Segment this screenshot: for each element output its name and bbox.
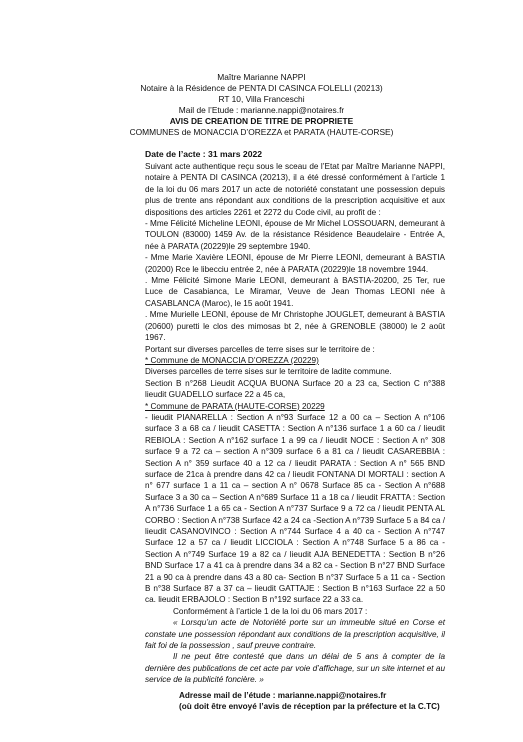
notary-mail: Mail de l’Etude : marianne.nappi@notaires.fr [178,105,345,115]
commune-monaccia: * Commune de MONACCIA D’OREZZA (20229) [145,355,319,365]
legal-reference: Conformément à l’article 1 de la loi du 06 mars 2017 : [173,606,368,616]
document-title: AVIS DE CREATION DE TITRE DE PROPRIETE [169,116,354,126]
beneficiary-4: . Mme Murielle LEONI, épouse de Mr Christophe JOUGLET, demeurant à BASTIA (20600) puretti le clos des mimosas bt 2, née à GRENOBLE (38000) le 2 août 1967. [145,310,445,343]
intro-paragraph: Suivant acte authentique reçu sous le sceau de l’Etat par Maître Marianne NAPPI, notaire à PENTA DI CASINCA (20213), il a été dressé conformément à l’article 1 de la loi du 06 mars 2017 un acte de notoriété constatant une possession depuis plus de trente ans répondant aux conditions de la prescription acquisitive et aux dispositions des articles 2261 et 2272 du Code civil, au profit de : [145,162,445,217]
act-date: Date de l’acte : 31 mars 2022 [145,149,263,159]
legal-quote-2: Il ne peut être contesté que dans un délai de 5 ans à compter de la dernière des publications de cet acte par voie d’affichage, sur un site internet et au service de la publicité foncière. » [145,652,445,685]
beneficiary-2: - Mme Marie Xavière LEONI, épouse de Mr Pierre LEONI, demeurant à BASTIA (20200) Rce le libecciu entrée 2, née à PARATA (20229)le 18 novembre 1944. [145,253,445,274]
notary-residence: Notaire à la Résidence de PENTA DI CASINCA FOLELLI (20213) [140,83,383,93]
beneficiary-3: . Mme Félicité Simone Marie LEONI, demeurant à BASTIA-20200, 25 Ter, rue Luce de Casabianca, Le Miramar, Veuve de Jean Thomas LEONI née à CASABLANCA (Maroc), le 15 août 1941. [145,276,445,308]
beneficiary-1: - Mme Félicité Micheline LEONI, épouse de Mr Michel LOSSOUARN, demeurant à TOULON (83000) 1459 Av. de la résistance Résidence Beaudelaire - Entrée A, née à PARATA (20229)le 29 septembre 1940. [145,219,445,251]
main-text [145,161,445,713]
legal-quote-1: « Lorsqu’un acte de Notoriété porte sur un immeuble situé en Corse et constate une possession répondant aux conditions de la prescription acquisitive, il fait foi de la possession , sauf preuve contraire. [145,618,445,651]
notary-name: Maître Marianne NAPPI [217,72,306,82]
parcels-intro: Portant sur diverses parcelles de terre sises sur le territoire de : [145,344,375,354]
commune-parata: * Commune de PARATA (HAUTE-CORSE) 20229 [145,401,325,411]
commune-monaccia-desc: Diverses parcelles de terre sises sur le territoire de ladite commune. [145,367,392,377]
notary-address: RT 10, Villa Franceschi [218,94,305,104]
commune-parata-parcels: - lieudit PIANARELLA : Section A n°93 Surface 12 a 00 ca – Section A n°106 surface 3 a 68 ca / lieudit CASETTA : Section A n°136 surface 1 a 60 ca / lieudit REBIOLA : Section A n°162 surface 1 a 99 ca / lieudit NOCE : Section A n° 308 surface 9 a 72 ca – section A n°309 surface 6 a 81 ca / lieudit CASAREBBIA : Section A n° 359 surface 40 a 12 ca / lieudit PARATA : Section A n° 565 BND surface de 21ca à prendre dans 42 ca / lieudit FONTANA DI MORTALI : section A n° 677 surface 1 a 11 ca – section A n° 0678 Surface 85 ca - Section A n°688 Surface 3 a 30 ca – Section A n°689 Surface 11 a 18 ca / lieudit FRATTA : Section A n°736 Surface 1 a 65 ca - Section A n°737 Surface 9 a 72 ca / lieudit PENTA AL CORBO : Section A n°738 Surface 42 a 24 ca -Section A n°739 Surface 5 a 84 ca / lieudit CASANOVINCO : Section A n°744 Surface 4 a 40 ca - Section A n°747 Surface 12 a 57 ca / lieudit LICCIOLA : Section A n°748 Surface 5 a 86 ca - Section A n°749 Surface 19 a 82 ca / lieudit AJA BENEDETTA : Section B n°26 BND Surface 17 a 41 ca à prendre dans 34 a 82 ca - Section B n°27 BND Surface 21 a 90 ca à prendre dans 43 a 80 ca- Section B n°37 Surface 5 a 11 ca - Section B n°38 Surface 87 a 37 ca – lieudit GATTAJE : Section B n°163 Surface 22 a 50 ca. lieudit ERBAJOLO : Section B n°192 surface 22 a 33 ca. [145,412,445,605]
study-mail: Adresse mail de l’étude : marianne.nappi@notaires.fr [179,690,387,700]
study-mail-note: (où doit être envoyé l’avis de réception par la préfecture et la C.TC) [179,702,440,712]
document-subtitle: COMMUNES de MONACCIA D’OREZZA et PARATA (HAUTE-CORSE) [129,127,394,137]
commune-monaccia-parcels: Section B n°268 Lieudit ACQUA BUONA Surface 20 a 23 ca, Section C n°388 lieudit GUADELLO surface 22 a 45 ca, [145,378,445,400]
